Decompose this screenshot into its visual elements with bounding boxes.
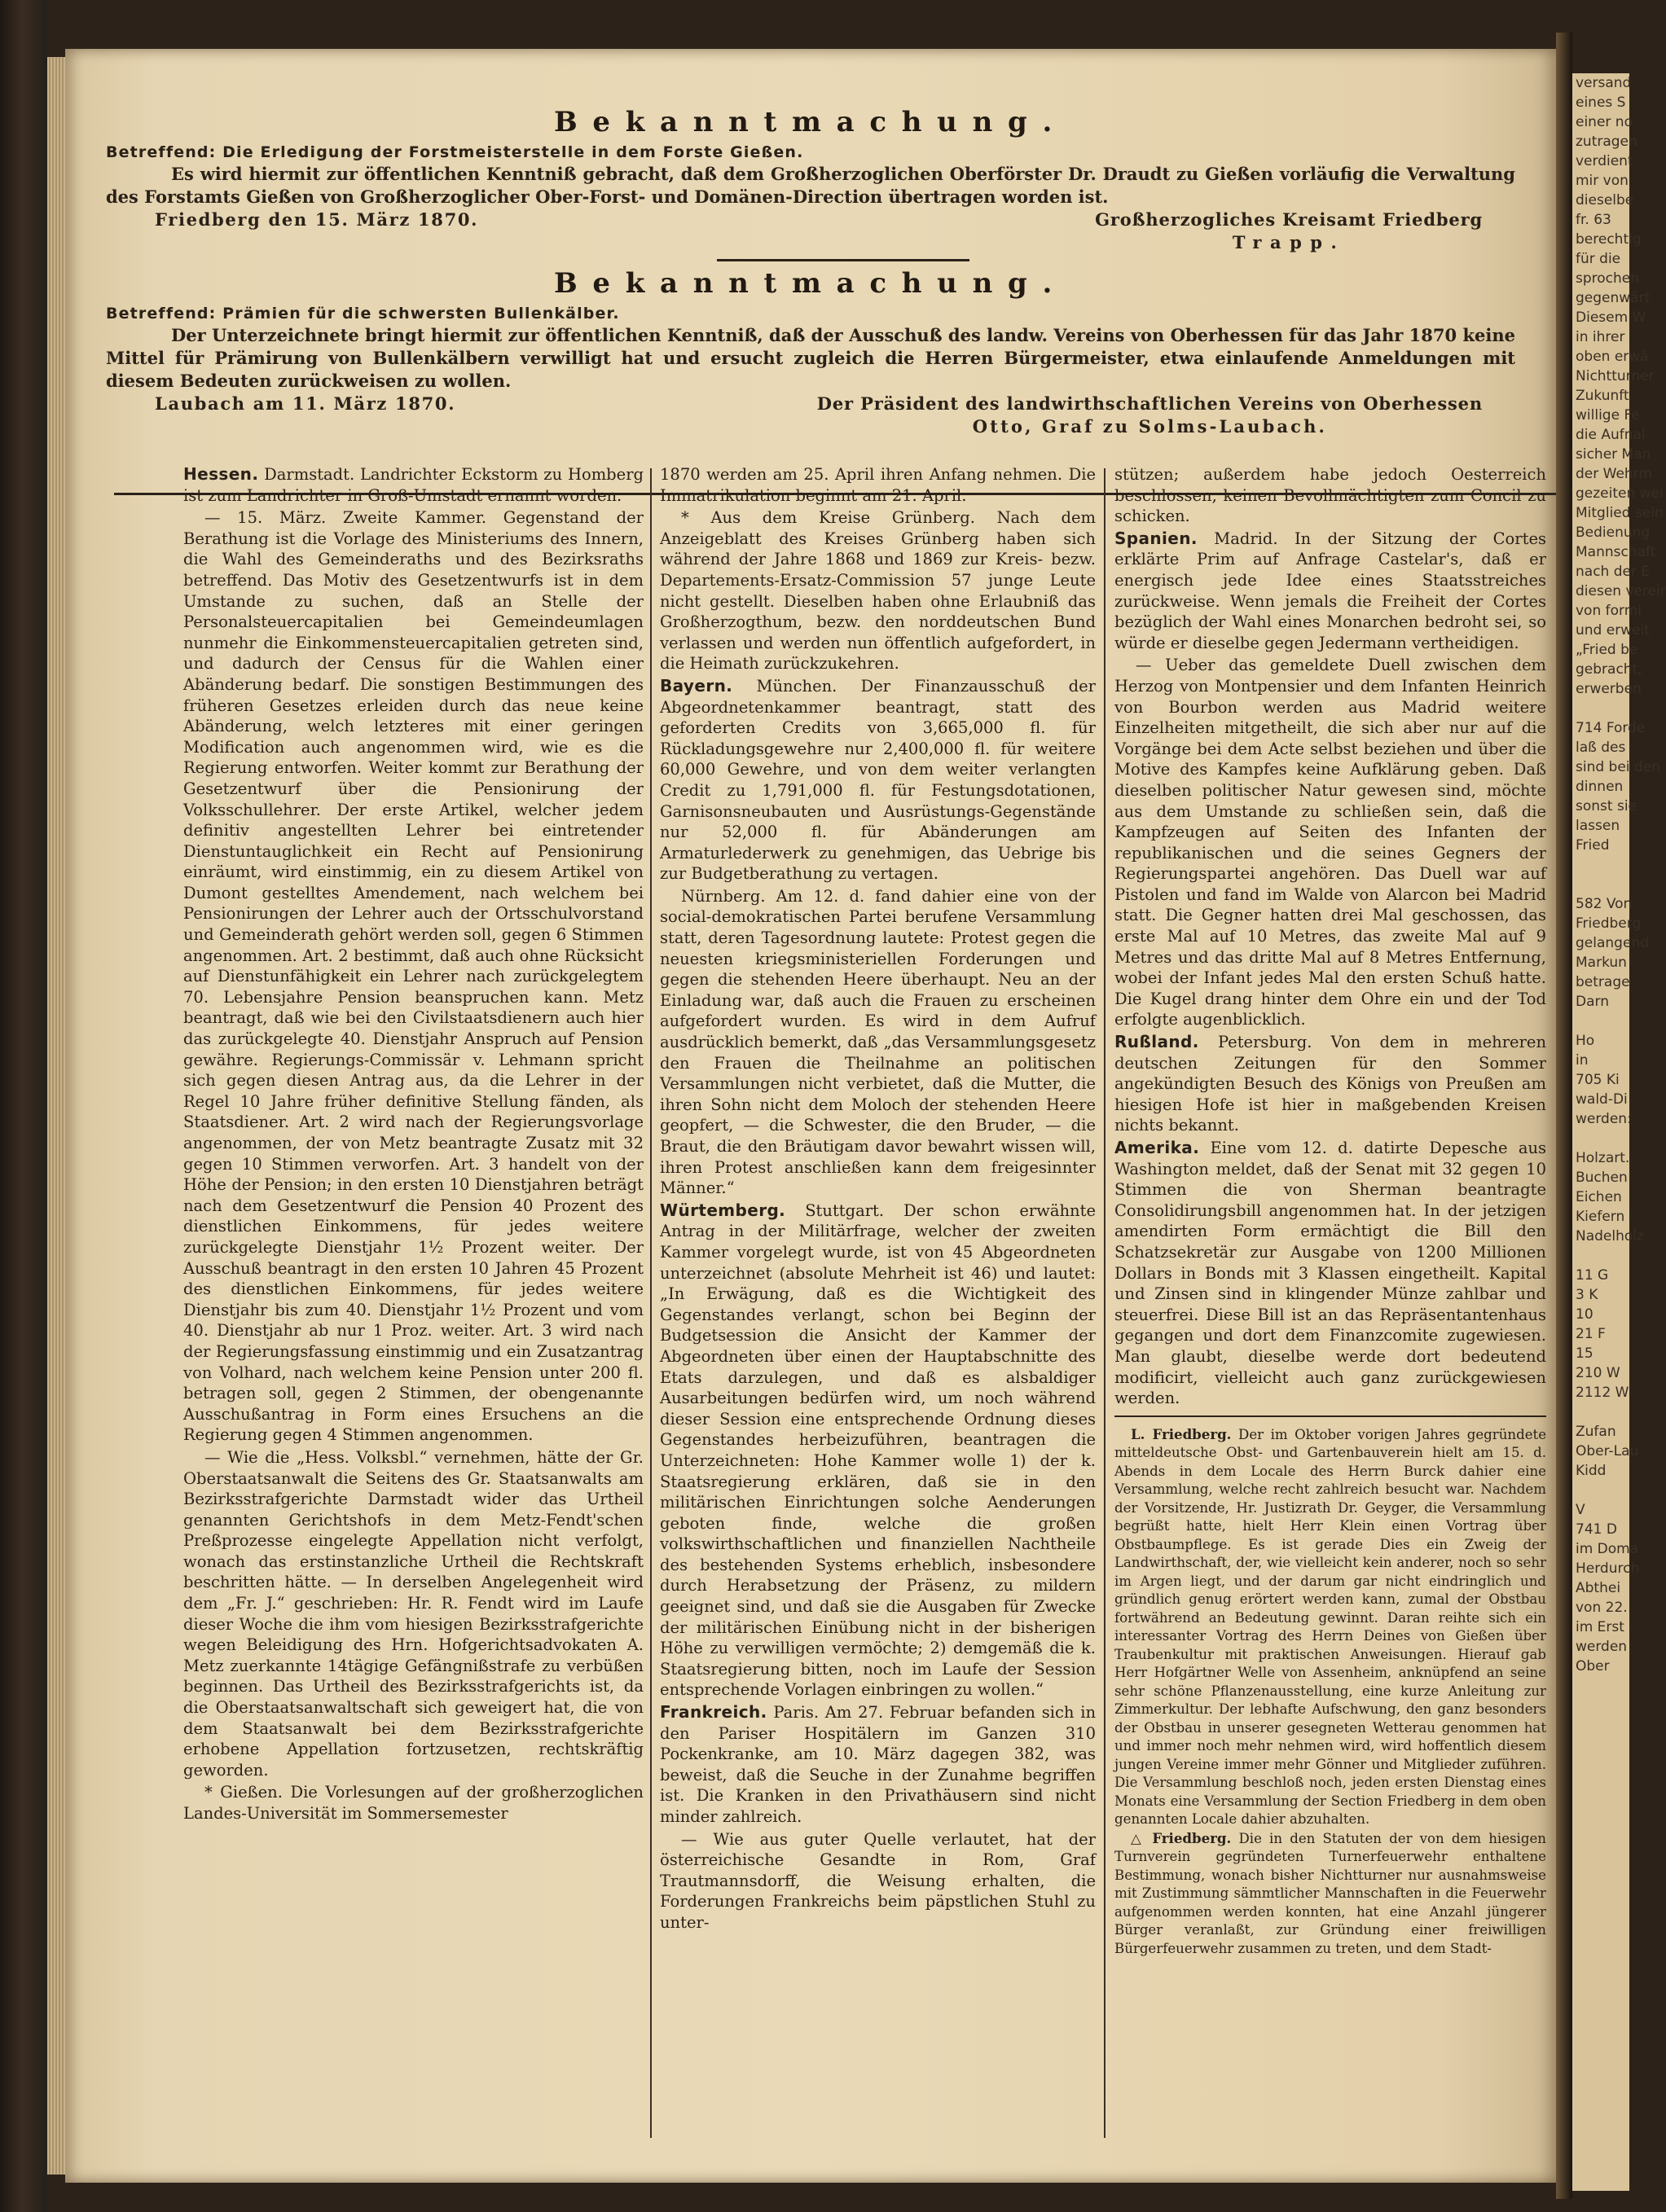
adjacent-page-line: 582 Von <box>1576 896 1633 912</box>
column-divider <box>1104 468 1106 2138</box>
notice-signature <box>817 393 1515 438</box>
adjacent-page-line: Zufan <box>1576 1424 1616 1440</box>
adjacent-page-line: oben erwä <box>1576 349 1649 365</box>
adjacent-page-line: dieselbe <box>1576 192 1634 208</box>
article-text: Darmstadt. Landrichter Eckstorm zu Homberg ist zum Landrichter in Groß-Umstadt ernannt worden. <box>183 465 644 505</box>
section-heading-spanien: Spanien. <box>1114 528 1198 548</box>
adjacent-page-line: versand <box>1576 75 1632 91</box>
article-text: Petersburg. Von dem in mehreren deutschen Zeitungen für den Sommer angekündigten Besuch des Königs von Preußen am hiesigen Hofe ist hier in maßgebenden Kreisen nichts bekannt. <box>1114 1033 1546 1135</box>
notice-signature <box>1095 208 1515 254</box>
adjacent-page-line: Kiefern <box>1576 1209 1625 1225</box>
notice-regarding: Betreffend: Die Erledigung der Forstmeisterstelle in dem Forste Gießen. <box>106 143 804 161</box>
adjacent-page-line: in ihrer <box>1576 329 1625 345</box>
page-edges <box>47 57 65 2175</box>
article-text: Stuttgart. Der schon erwähnte Antrag in der Militärfrage, welcher der zweiten Kammer vorgelegt wurde, ist von 45 Abgeordneten unterzeichnet (absolute Mehrheit ist 46) und lautet: „In Erwägung, daß es die Wichtigkeit des Gegenstandes verlangt, schon bei Beginn der Budgetsession die Ansicht der Kammer der Abgeordneten über einen der Hauptabschnitte des Etats darzulegen, und daß es alsbaldiger Ausarbeitungen bedürfen wird, um noch während dieser Session eine entsprechende Ordnung dieses Gegenstandes herbeizuführen, beantragen die Unterzeichneten: Hohe Kammer wolle 1) der k. Staatsregierung erklären, daß sie in den militärischen Einrichtungen solche Aenderungen geboten finde, welche die großen volkswirthschaftlichen und finanziellen Nachtheile des bestehenden Systems erheblich, insbesondere durch Herabsetzung der Präsenz, zu mildern geeignet sind, und daß sie die Ausgaben für Zwecke der militärischen Einübung nicht in der bisherigen Höhe zu verwilligen vermöchte; 2) demgemäß die k. Staatsregierung bitten, noch im Laufe der Session entsprechende Vorlagen einbringen zu wollen.“ <box>660 1200 1096 1700</box>
article-paragraph: Nürnberg. Am 12. d. fand dahier eine von der social-demokratischen Partei berufene Versammlung statt, deren Tagesordnung lautete: Protest gegen die neuesten kriegsministeriellen Forderungen und gegen die stehenden Heere überhaupt. Neu an der Einladung war, daß auch die Frauen zu erscheinen aufgefordert wurden. Es wird in dem Aufruf ausdrücklich bemerkt, daß „das Versammlungsgesetz den Frauen die Theilnahme an politischen Versammlungen nicht verbietet, daß die Mutter, die ihren Sohn nicht dem Moloch der stehenden Heere geopfert, — die Schwester, die den Bruder, — die Braut, die den Bräutigam davor bewahrt wissen will, ihren Protest anschließen kann dem freigesinnter Männer.“ <box>660 886 1096 1198</box>
adjacent-page-line: fr. 63 <box>1576 212 1611 228</box>
adjacent-page-line: von formi <box>1576 603 1642 619</box>
article-paragraph: — Ueber das gemeldete Duell zwischen dem Herzog von Montpensier und dem Infanten Heinrich von Bourbon werden aus Madrid weitere Einzelheiten mitgetheilt, die sich aber nur auf die Vorgänge bei dem Acte selbst beziehen und über die Motive des Kampfes keine Aufklärung geben. Daß dieselben politischer Natur gewesen sind, möchte aus dem Umstande zu schließen sein, daß die Kampfzeugen auf Seiten des Infanten der republikanischen und die seines Gegners der Regierungspartei angehören. Das Duell war auf Pistolen und fand im Walde von Alarcon bei Madrid statt. Die Gegner hatten drei Mal geschossen, das erste Mal auf 10 Metres, das zweite Mal auf 9 Metres und das dritte Mal auf 8 Metres Entfernung, wobei der Infant jedes Mal den ersten Schuß hatte. Die Kugel drang hinter dem Ohre ein und der Tod erfolgte augenblicklich. <box>1114 656 1546 1029</box>
separator-rule <box>717 259 969 261</box>
section-heading-russland: Rußland. <box>1114 1032 1199 1052</box>
adjacent-page-line: 3 K <box>1576 1287 1598 1303</box>
adjacent-page-line: für die <box>1576 251 1621 267</box>
adjacent-page-line: sprochen <box>1576 270 1640 287</box>
section-heading-hessen: Hessen. <box>183 464 259 484</box>
notice-place-date: Laubach am 11. März 1870. <box>155 393 456 414</box>
notice-signer: Trapp. <box>1232 232 1346 252</box>
notice-body-text: Es wird hiermit zur öffentlichen Kenntniß gebracht, daß dem Großherzoglichen Oberförster Dr. Draudt zu Gießen vorläufig die Verwaltung des Forstamts Gießen von Großherzoglicher Ober-Forst- und Domänen-Direction übertragen worden ist. <box>106 164 1515 207</box>
notice-footer <box>106 393 1515 438</box>
notice-bullenkaelber <box>65 267 1556 438</box>
adjacent-page-line: im Doma <box>1576 1541 1639 1557</box>
article-paragraph <box>1114 1425 1546 1829</box>
adjacent-page-line: Zukunft <box>1576 388 1629 404</box>
adjacent-page-line: 714 Forde <box>1576 720 1646 736</box>
article-text: München. Der Finanzausschuß der Abgeordnetenkammer beantragt, statt des geforderten Credits von 3,665,000 fl. für Rückladungsgewehre nur 2,400,000 fl. für weitere 60,000 Gewehre, und von dem weiter verlangten Credit zu 1,791,000 fl. für Festungsdotationen, Garnisonsneubauten und Ausrüstungs-Gegenstände nur 52,000 fl. für Abänderungen am Armaturlederwerk zu genehmigen, das Uebrige bis zur Budgetberathung zu vertagen. <box>660 676 1097 884</box>
adjacent-page-line: verdient <box>1576 153 1633 169</box>
adjacent-page-line: Eichen <box>1576 1189 1622 1205</box>
adjacent-page-line: Ober <box>1576 1658 1610 1674</box>
adjacent-page-line: sonst sie <box>1576 798 1637 814</box>
adjacent-page-line <box>1572 1481 1629 1500</box>
adjacent-page-line: willige Fe <box>1576 407 1640 424</box>
book-binding <box>0 0 47 2212</box>
adjacent-page-line: Mitglied sein <box>1576 505 1664 521</box>
column-rule <box>1114 1415 1546 1417</box>
notice-body <box>106 163 1515 208</box>
local-heading-friedberg: L. Friedberg. <box>1131 1425 1232 1442</box>
adjacent-page-line: von 22. <box>1576 1600 1628 1616</box>
adjacent-page-line: wald-Di <box>1576 1091 1628 1108</box>
notice-authority: Großherzogliches Kreisamt Friedberg <box>1095 209 1483 230</box>
adjacent-page-line: Diesem W <box>1576 309 1646 326</box>
adjacent-page-line: Mannschaft <box>1576 544 1656 560</box>
adjacent-page-line: sicher Man <box>1576 446 1651 463</box>
article-text: Eine vom 12. d. datirte Depesche aus Washington meldet, daß der Senat mit 32 gegen 10 Stimmen die von Sherman beantragte Consolidirungsbill angenommen hat. In der jetzigen amendirten Form ermächtigt die Bill den Schatzsekretär zur Ausgabe von 1200 Millionen Dollars in Bonds mit 3 Klassen eingetheilt. Kapital und Zinsen sind in klingender Münze zahlbar und steuerfrei. Diese Bill ist an das Repräsentantenhaus gegangen und dort dem Finanzcomite zugewiesen. Man glaubt, dieselbe werde dort bedeutend modificirt, vielleicht auch ganz zurückgewiesen werden. <box>1114 1139 1547 1408</box>
section-heading-bayern: Bayern. <box>660 675 733 696</box>
article-text: Paris. Am 27. Februar befanden sich in den Pariser Hospitälern im Ganzen 310 Pockenkranke, am 10. März dagegen 382, was beweist, daß die Seuche in der Zunahme begriffen ist. Die Kranken in den Privathäusern sind nicht minder zahlreich. <box>660 1703 1097 1826</box>
adjacent-page-line: erwerben <box>1576 681 1642 697</box>
book-gutter <box>1556 33 1572 2199</box>
adjacent-page-line: werden: <box>1576 1111 1632 1127</box>
adjacent-page-line: Bedienung <box>1576 524 1651 541</box>
article-paragraph: — Wie aus guter Quelle verlautet, hat der österreichische Gesandte in Rom, Graf Trautmannsdorff, die Weisung erhalten, die Forderungen Frankreichs beim päpstlichen Stuhl zu unter- <box>660 1829 1096 1932</box>
adjacent-page-line <box>1572 1129 1629 1148</box>
adjacent-page-line: „Fried be <box>1576 642 1638 658</box>
adjacent-page-line: mir von <box>1576 173 1629 189</box>
notice-authority: Der Präsident des landwirthschaftlichen Vereins von Oberhessen <box>816 393 1483 414</box>
adjacent-page-line: eines S <box>1576 94 1626 111</box>
adjacent-page-line: 705 Ki <box>1576 1072 1620 1088</box>
column-3 <box>1114 464 1546 1958</box>
article-paragraph: — Wie die „Hess. Volksbl.“ vernehmen, hätte der Gr. Oberstaatsanwalt die Seitens des Gr. Staatsanwalts am Bezirksstrafgerichte Darmstadt wider das Urtheil genannten Gerichtshofs in dem Metz-Fendt'schen Preßprozesse eingelegte Appellation nicht verfolgt, wonach das erstinstanzliche Urtheil die Rechtskraft beschritten hätte. — In derselben Angelegenheit wird dem „Fr. J.“ geschrieben: Hr. R. Fendt wird im Laufe dieser Woche die ihm vom hiesigen Bezirksstrafgerichte wegen Beleidigung des Hrn. Hofgerichtsadvokaten A. Metz zuerkannte 14tägige Gefängnißstrafe zu verbüßen beginnen. Das Urtheil des Bezirksstrafgerichts ist, da die Oberstaatsanwaltschaft sich geweigert hat, die von dem Staatsanwalt bei dem Bezirksstrafgerichte erhobene Appellation fortzusetzen, rechtskräftig geworden. <box>183 1447 644 1780</box>
adjacent-page-line: nach der E <box>1576 564 1651 580</box>
notice-forstmeister <box>65 106 1556 254</box>
local-news <box>1114 1425 1546 1959</box>
article-paragraph: * Aus dem Kreise Grünberg. Nach dem Anzeigeblatt des Kreises Grünberg haben sich während der Jahre 1868 und 1869 zur Kreis- bezw. Departements-Ersatz-Commission 57 junge Leute nicht gestellt. Dieselben haben ohne Erlaubniß das Großherzogthum, bezw. den norddeutschen Bund verlassen und werden nun öffentlich aufgefordert, in die Heimath zurückzukehren. <box>660 508 1096 674</box>
adjacent-page-line: gebracht, <box>1576 661 1642 678</box>
adjacent-page-line: gegenwärt <box>1576 290 1651 306</box>
notice-signer: Otto, Graf zu Solms-Laubach. <box>972 416 1327 437</box>
adjacent-page-line: Darn <box>1576 994 1609 1010</box>
adjacent-page-line: diesen vereir <box>1576 583 1666 599</box>
adjacent-page-line: lassen <box>1576 818 1620 834</box>
adjacent-page-fragment <box>1572 73 1666 2191</box>
adjacent-page-line: Ho <box>1576 1033 1595 1049</box>
article-paragraph: * Gießen. Die Vorlesungen auf der großherzoglichen Landes-Universität im Sommersemester <box>183 1783 644 1823</box>
column-divider <box>650 468 652 2138</box>
adjacent-page-line: in <box>1576 1052 1589 1069</box>
adjacent-page-line: 15 <box>1576 1345 1593 1362</box>
adjacent-page-line <box>1572 1246 1629 1266</box>
adjacent-page-line: Kidd <box>1576 1463 1607 1479</box>
adjacent-page-line: 210 W <box>1576 1365 1620 1381</box>
adjacent-page-line: Ober-Lau <box>1576 1443 1639 1459</box>
adjacent-page-line: betrage <box>1576 974 1630 990</box>
adjacent-page-line: zutragen <box>1576 134 1637 150</box>
article-paragraph <box>183 464 644 506</box>
adjacent-page-line: Holzart. <box>1576 1150 1630 1166</box>
adjacent-page-line: gezeiten wei <box>1576 485 1664 502</box>
local-heading-friedberg-2: △ Friedberg. <box>1131 1829 1232 1846</box>
article-text: Der im Oktober vorigen Jahres gegründete mitteldeutsche Obst- und Gartenbauverein hielt am 15. d. Abends in dem Locale des Herrn Burck dahier eine Versammlung, welche recht zahlreich besucht war. Nachdem der Vorsitzende, Hr. Justizrath Dr. Geyger, die Versammlung begrüßt hatte, hielt Herr Klein einen Vortrag über Obstbaumpflege. Es ist gerade Dies ein Zweig der Landwirthschaft, der, wie vielleicht kein anderer, noch so sehr im Argen liegt, und der darum gar nicht eindringlich und gründlich genug erörtert werden kann, zumal der Obstbau fortwährend an Bedeutung gewinnt. Daran reihte sich ein interessanter Vortrag des Herrn Deines von Gießen über Traubenkultur mit praktischen Anweisungen. Hierauf gab Herr Hofgärtner Welle von Assenheim, anknüpfend an seine sehr schöne Pflanzenausstellung, eine kurze Anleitung zur Zimmerkultur. Der lebhafte Aufschwung, den ganz besonders der Obstbau in unserer gesegneten Wetterau genommen hat und immer noch mehr nehmen wird, wird hoffentlich diesem jungen Vereine immer mehr Gönner und Mitglieder zuführen. Die Versammlung beschloß noch, jeden ersten Dienstag eines Monats eine Versammlung der Section Friedberg in dem oben genannten Locale dahier abzuhalten. <box>1114 1426 1547 1828</box>
adjacent-page-line: 2112 W <box>1576 1385 1629 1401</box>
article-paragraph <box>1114 1829 1546 1959</box>
adjacent-page-line <box>1572 1402 1629 1422</box>
adjacent-page-line: 21 F <box>1576 1326 1606 1342</box>
adjacent-page-line <box>1572 699 1629 718</box>
article-paragraph <box>660 1200 1096 1701</box>
section-heading-amerika: Amerika. <box>1114 1138 1200 1157</box>
adjacent-page-line <box>1572 855 1629 875</box>
adjacent-page-line: Herdurch <box>1576 1560 1640 1577</box>
adjacent-page-line: und erweit <box>1576 622 1650 639</box>
adjacent-page-line: 10 <box>1576 1306 1593 1323</box>
article-text: Die in den Statuten der von dem hiesigen Turnverein gegründeten Turnerfeuerwehr enthaltene Bestimmung, wonach bisher Nichtturner nur ausnahmsweise mit Zustimmung sämmtlicher Mannschaften in die Feuerwehr aufgenommen werden konnten, hat eine Anzahl jüngerer Bürger veranlaßt, zur Gründung einer freiwilligen Bürgerfeuerwehr zusammen zu treten, und dem Stadt- <box>1114 1830 1546 1956</box>
adjacent-page-line: die Aufnal <box>1576 427 1646 443</box>
adjacent-page-line: der Wehrm <box>1576 466 1652 482</box>
section-heading-frankreich: Frankreich. <box>660 1702 767 1723</box>
adjacent-page-line <box>1572 1012 1629 1031</box>
article-paragraph: — 15. März. Zweite Kammer. Gegenstand der Berathung ist die Vorlage des Ministeriums des Innern, die Wahl des Gemeinderaths und des Bezirksraths betreffend. Das Motiv des Gesetzentwurfs ist in dem Umstande zu suchen, daß an Stelle der Personalsteuercapitalien bei Gemeindeumlagen nunmehr die Einkommensteuercapitalien getreten sind, und dadurch der Census für die Wahlen einer Abänderung bedarf. Die sonstigen Bestimmungen des früheren Gesetzes erleiden durch das neue keine Abänderung, welch letzteres mit einer geringen Modification auch angenommen wird, wie es die Regierung entworfen. Weiter kommt zur Berathung der Gesetzentwurf über die Pensionirung der Volksschullehrer. Der erste Artikel, welcher jedem definitiv angestellten Lehrer bei eintretender Dienstuntauglichkeit ein Recht auf Pensionirung einräumt, wird einstimmig, ein zu diesem Artikel von Dumont gestelltes Amendement, nach welchem bei Pensionirungen der Lehrer auch der Ortsschulvorstand und Gemeinderath gehört werden soll, gegen 6 Stimmen angenommen. Art. 2 bestimmt, daß auch ohne Rücksicht auf Dienstunfähigkeit ein Lehrer nach zurückgelegtem 70. Lebensjahre Pension beanspruchen kann. Metz beantragt, daß wie bei den Civilstaatsdienern auch hier das zurückgelegte 40. Dienstjahr Anspruch auf Pension gewähre. Regierungs-Commissär v. Lehmann spricht sich gegen diesen Antrag aus, da die Lehrer in der Regel 10 Jahre früher definitive Stellung fänden, als Staatsdiener. Art. 2 wird nach der Regierungsvorlage angenommen, der von Metz beantragte Zusatz mit 32 gegen 10 Stimmen verworfen. Art. 3 handelt von der Höhe der Pension; in den ersten 10 Dienstjahren beträgt nach dem Gesetzentwurf die Pension 40 Prozent des dienstlichen Einkommens, für jedes weitere zurückgelegte Dienstjahr 1½ Prozent weiter. Der Ausschuß beantragt in den ersten 10 Jahren 45 Prozent des dienstlichen Einkommens, für jedes weitere Dienstjahr bis zum 40. Dienstjahr 1½ Prozent und vom 40. Dienstjahr ab nur 1 Proz. weiter. Art. 3 wird nach der Regierungsfassung einstimmig und ein Zusatzantrag von Volhard, nach welchem keine Pension unter 200 fl. betragen soll, gegen 2 Stimmen, der obengenannte Ausschußantrag in Form eines Ersuchens an die Regierung gegen 4 Stimmen angenommen. <box>183 508 644 1445</box>
article-paragraph <box>1114 529 1546 654</box>
article-text: Madrid. In der Sitzung der Cortes erklärte Prim auf Anfrage Castelar's, daß er energisch jede Idee eines Staatsstreiches zurückweise. Wenn jemals die Freiheit der Cortes bezüglich der Wahl eines Monarchen bedroht sei, so würde er dieselbe gegen Jedermann vertheidigen. <box>1114 529 1546 652</box>
article-paragraph: 1870 werden am 25. April ihren Anfang nehmen. Die Immatrikulation beginnt am 21. April. <box>660 465 1096 505</box>
column-2 <box>660 464 1096 1935</box>
notice-title: Bekanntmachung. <box>553 106 1068 138</box>
adjacent-page-line: dinnen <box>1576 779 1624 795</box>
article-paragraph <box>1114 1138 1546 1409</box>
column-1 <box>183 464 644 1826</box>
notice-regarding: Betreffend: Prämien für die schwersten Bullenkälber. <box>106 305 620 323</box>
notice-body-text: Der Unterzeichnete bringt hiermit zur öffentlichen Kenntniß, daß der Ausschuß des landw. Vereins von Oberhessen für das Jahr 1870 keine Mittel für Prämirung von Bullenkälbern verwilligt hat und ersucht zugleich die Herren Bürgermeister, etwa einlaufende Anmeldungen mit diesem Bedeuten zurückweisen zu wollen. <box>106 325 1515 391</box>
article-paragraph <box>660 1702 1096 1828</box>
article-paragraph: stützen; außerdem habe jedoch Oesterreich beschlossen, keinen Bevollmächtigten zum Concil zu schicken. <box>1114 465 1546 526</box>
adjacent-page-line: Nadelholz <box>1576 1228 1644 1244</box>
notice-footer <box>106 208 1515 254</box>
adjacent-page-line: Nichtturner <box>1576 368 1655 384</box>
adjacent-page-line: werden <box>1576 1639 1628 1655</box>
adjacent-page-line: sind bei den <box>1576 759 1660 775</box>
adjacent-page-line: Buchen <box>1576 1170 1628 1186</box>
article-paragraph <box>1114 1032 1546 1136</box>
adjacent-page-line <box>1572 875 1629 894</box>
article-paragraph <box>660 676 1096 884</box>
adjacent-page-line: gelangend <box>1576 935 1649 951</box>
section-heading-wuertemberg: Würtemberg. <box>660 1200 786 1220</box>
adjacent-page-line: Fried <box>1576 837 1610 854</box>
adjacent-page-line: Markun <box>1576 955 1627 971</box>
notice-title: Bekanntmachung. <box>553 267 1068 300</box>
notice-body <box>106 324 1515 393</box>
adjacent-page-line: V <box>1576 1502 1585 1518</box>
adjacent-page-line: Friedberg <box>1576 915 1642 932</box>
adjacent-page-line: 741 D <box>1576 1521 1617 1538</box>
adjacent-page-line: laß des <box>1576 740 1626 756</box>
notice-place-date: Friedberg den 15. März 1870. <box>155 209 479 230</box>
adjacent-page-line: 11 G <box>1576 1267 1609 1284</box>
adjacent-page-line: einer no <box>1576 114 1633 130</box>
adjacent-page-line: im Erst <box>1576 1619 1624 1635</box>
adjacent-page-line: berechtig <box>1576 231 1642 248</box>
adjacent-page-line: Abthei <box>1576 1580 1621 1596</box>
